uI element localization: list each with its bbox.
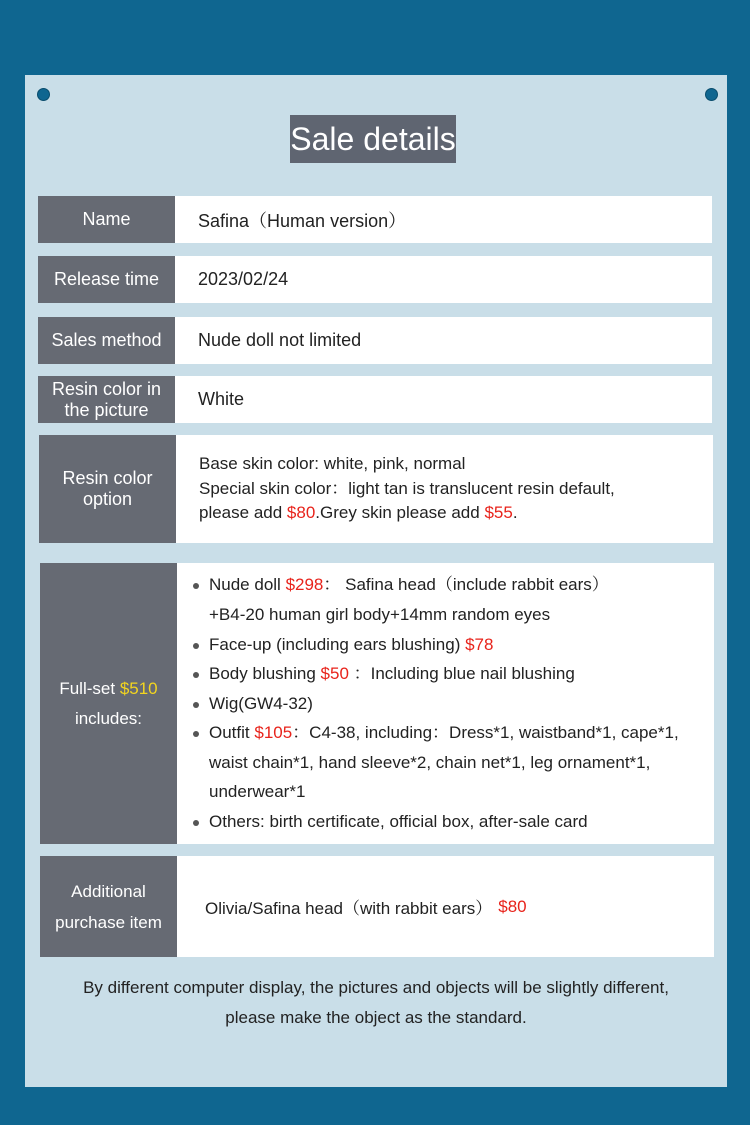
row-label	[38, 376, 175, 423]
label-line: includes:	[74, 708, 143, 728]
pin-icon	[705, 88, 718, 101]
footer-note	[25, 973, 727, 1033]
price: $105	[254, 723, 293, 743]
text: please add	[199, 503, 287, 523]
text: Body blushing	[209, 664, 321, 684]
label-line: the picture	[64, 399, 149, 420]
text: Face-up (including ears blushing)	[209, 634, 466, 654]
row-fullset	[40, 563, 714, 844]
row-name	[38, 196, 712, 243]
label-line	[59, 674, 157, 704]
text: ：C4-38, including：Dress*1, waistband*1, cape*1,	[292, 723, 679, 743]
text: .	[512, 503, 518, 523]
text: ： Safina head（include rabbit ears）	[323, 575, 609, 595]
price: $80	[498, 896, 527, 916]
row-value: White	[175, 376, 712, 423]
text: Olivia/Safina head（with rabbit ears）	[205, 899, 493, 918]
row-sales-method	[38, 317, 712, 364]
row-value	[176, 435, 713, 543]
row-label	[40, 856, 177, 957]
row-resin-picture	[38, 376, 712, 423]
value-line	[199, 501, 518, 526]
row-additional	[40, 856, 714, 957]
row-value: 2023/02/24	[175, 256, 712, 303]
text: Nude doll	[209, 575, 286, 595]
price: $298	[285, 575, 324, 595]
list-item	[193, 570, 679, 629]
row-label: Sales method	[38, 317, 175, 364]
row-value: Safina（Human version）	[175, 196, 712, 243]
row-label	[40, 563, 177, 844]
sale-details-panel	[25, 75, 727, 1087]
text: Outfit	[209, 723, 255, 743]
row-value	[177, 563, 714, 844]
price: $80	[286, 503, 316, 523]
pin-icon	[37, 88, 50, 101]
row-release-time	[38, 256, 712, 303]
label-line: Resin color in	[51, 378, 162, 399]
item-list	[193, 570, 679, 836]
price: $50	[320, 664, 349, 684]
label-line: purchase item	[55, 912, 162, 932]
value-line: Base skin color: white, pink, normal	[199, 454, 466, 474]
text: .Grey skin please add	[315, 503, 485, 523]
label-line: Resin color	[62, 468, 153, 488]
row-value	[177, 856, 714, 957]
footer-line: please make the object as the standard.	[225, 1008, 527, 1027]
price: $510	[119, 678, 158, 698]
price: $55	[484, 503, 513, 523]
row-resin-option	[39, 435, 713, 543]
row-label: Release time	[38, 256, 175, 303]
text: Full-set	[59, 678, 120, 698]
price: $78	[465, 634, 494, 654]
value-line: Special skin color：light tan is translucent resin default,	[199, 478, 615, 498]
label-line: option	[82, 489, 133, 509]
text: ：Including blue nail blushing	[348, 664, 575, 684]
row-label: Name	[38, 196, 175, 243]
footer-line: By different computer display, the pictures and objects will be slightly different,	[83, 978, 669, 997]
list-item: Others: birth certificate, official box, after-sale card	[193, 807, 679, 837]
list-item: Wig(GW4-32)	[193, 689, 679, 719]
text: +B4-20 human girl body+14mm random eyes	[209, 604, 551, 624]
text: underwear*1	[209, 782, 306, 802]
text: waist chain*1, hand sleeve*2, chain net*1, leg ornament*1,	[209, 752, 651, 772]
list-item	[193, 659, 679, 689]
list-item	[193, 630, 679, 660]
list-item	[193, 718, 679, 807]
row-label	[39, 435, 176, 543]
label-line: Additional	[71, 881, 146, 901]
row-value: Nude doll not limited	[175, 317, 712, 364]
page-title: Sale details	[290, 115, 456, 163]
